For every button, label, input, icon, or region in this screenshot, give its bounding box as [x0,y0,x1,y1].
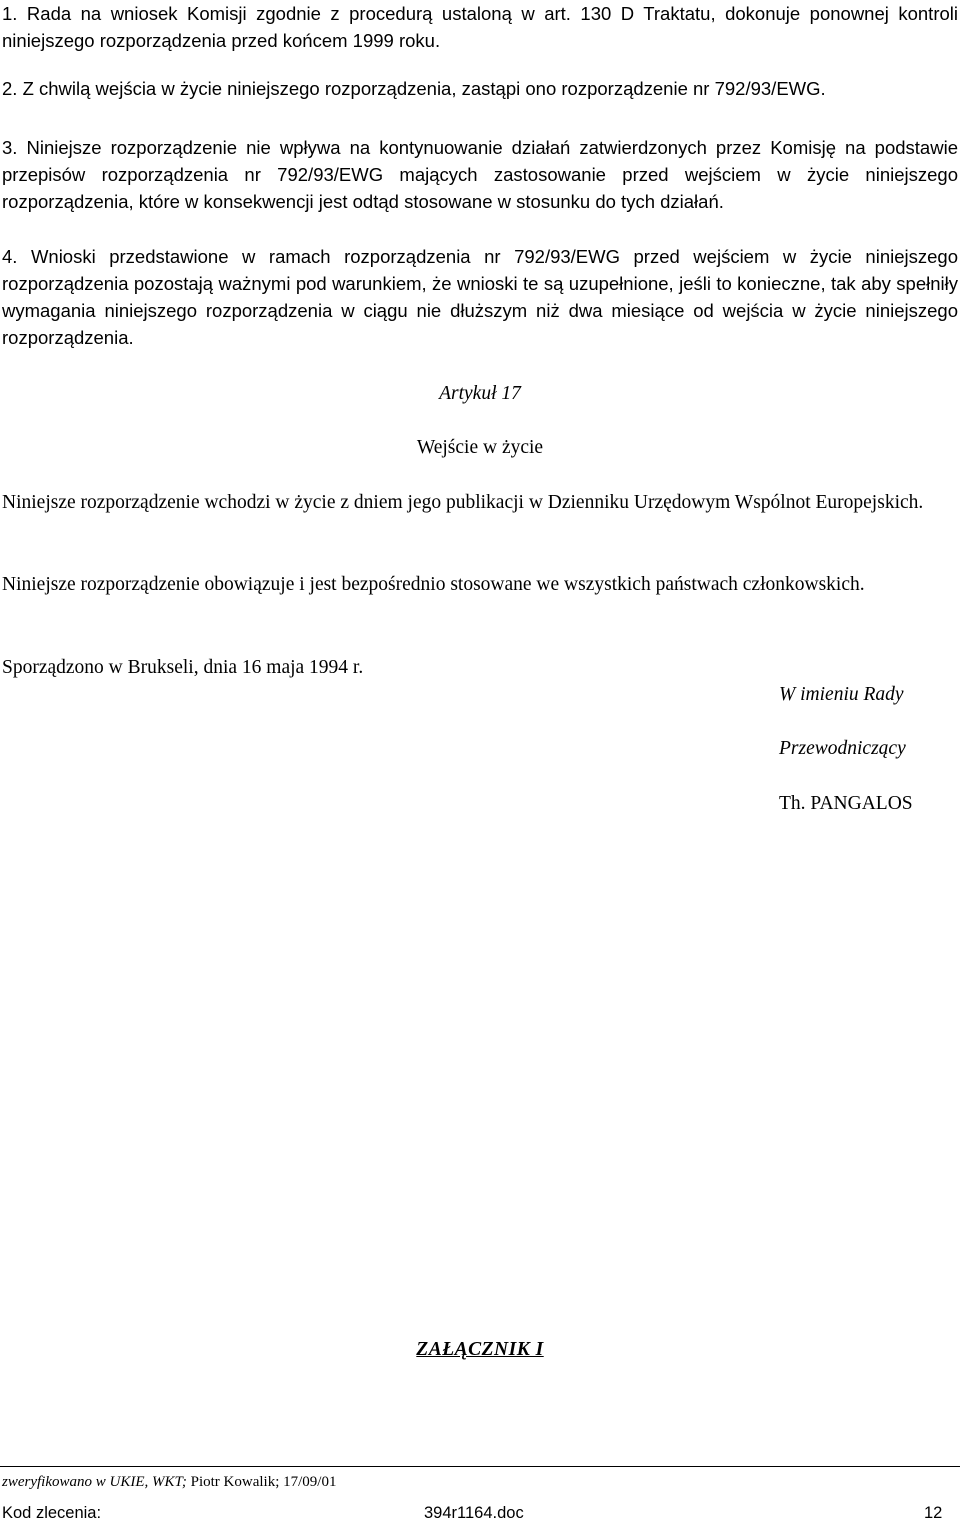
signature-role: Przewodniczący [779,738,906,759]
paragraph-4: 4. Wnioski przedstawione w ramach rozporządzenia nr 792/93/EWG przed wejściem w życie niniejszego rozporządzenia pozostają ważnymi pod warunkiem, że wnioski te są uzupełnione, jeśli to konieczne, tak aby spełniły wymagania niniejszego rozporządzenia w ciągu nie dłuższym niż dwa miesiące od wejścia w życie niniejszego rozporządzenia. [2,246,958,348]
verification-note [2,1472,336,1492]
done-at-text: Sporządzono w Brukseli, dnia 16 maja 1994 r. [2,657,364,678]
order-code-label: Kod zlecenia: [2,1504,102,1522]
paragraph-1: 1. Rada na wniosek Komisji zgodnie z procedurą ustaloną w art. 130 D Traktatu, dokonuje ponownej kontroli niniejszego rozporządzenia przed końcem 1999 roku. [2,3,958,51]
article-heading: Artykuł 17 [439,383,521,404]
entry-into-force-text: Niniejsze rozporządzenie wchodzi w życie z dniem jego publikacji w Dzienniku Urzędowym Wspólnot Europejskich. [2,492,924,513]
binding-text: Niniejsze rozporządzenie obowiązuje i jest bezpośrednio stosowane we wszystkich państwach członkowskich. [2,574,865,595]
verification-note-by: Piotr Kowalik; 17/09/01 [186,1474,337,1490]
article-title: Wejście w życie [416,437,544,458]
signature-name: Th. PANGALOS [779,793,913,814]
signature-on-behalf: W imieniu Rady [779,684,904,705]
paragraph-3: 3. Niniejsze rozporządzenie nie wpływa na kontynuowanie działań zatwierdzonych przez Komisję na podstawie przepisów rozporządzenia nr 792/93/EWG mających zastosowanie przed wejściem w życie niniejszego rozporządzenia, które w konsekwencji jest odtąd stosowane w stosunku do tych działań. [2,137,958,212]
annex-title: ZAŁĄCZNIK I [416,1339,544,1360]
paragraph-2: 2. Z chwilą wejścia w życie niniejszego rozporządzenia, zastąpi ono rozporządzenie nr 792/93/EWG. [2,78,826,99]
footer-divider [0,1466,960,1467]
page-number: 12 [924,1504,943,1522]
document-name: 394r1164.doc [424,1504,524,1522]
verification-note-italic: zweryfikowano w UKIE, WKT; [2,1474,187,1490]
